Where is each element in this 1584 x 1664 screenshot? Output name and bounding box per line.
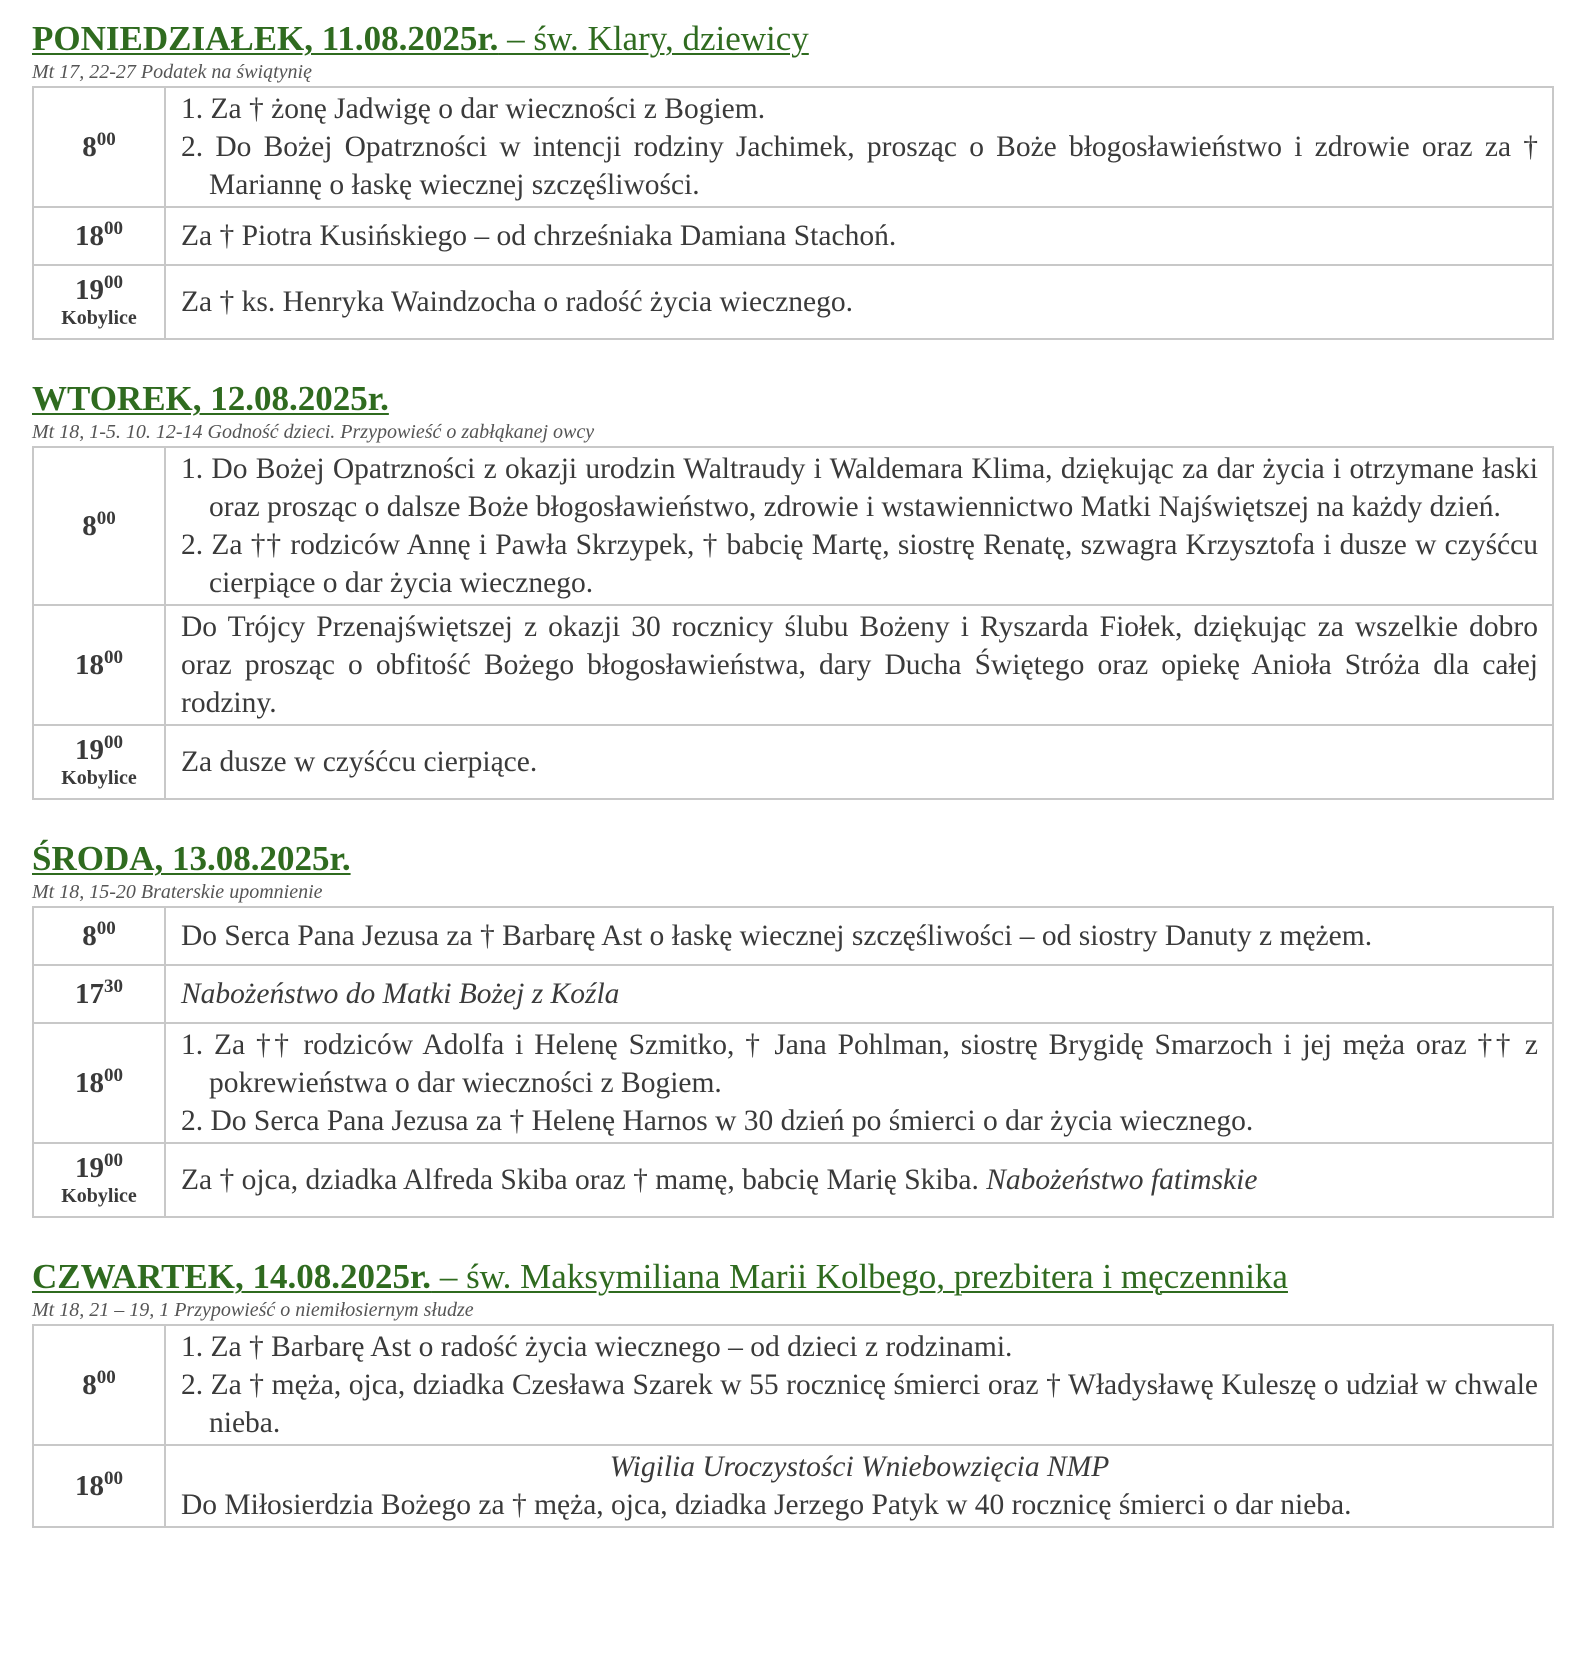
- gospel-reading: Mt 18, 1-5. 10. 12-14 Godność dzieci. Przypowieść o zabłąkanej owcy: [32, 421, 595, 443]
- time-minutes: 00: [96, 508, 116, 529]
- mass-row: [33, 87, 1553, 207]
- mass-table: [32, 446, 1554, 800]
- day-title: [32, 838, 1552, 880]
- time-minutes: 00: [96, 918, 116, 939]
- intention-item: 2. Do Bożej Opatrzności w intencji rodziny Jachimek, prosząc o Boże błogosławieństwo i zdrowie oraz za † Mariannę o łaskę wiecznej szczęśliwości.: [181, 131, 1538, 201]
- mass-intentions: [165, 447, 1553, 605]
- mass-place: Kobylice: [61, 767, 137, 789]
- mass-row: [33, 1325, 1553, 1445]
- day-section: [32, 1256, 1552, 1528]
- time-minutes: 00: [104, 1065, 123, 1086]
- mass-intentions: [165, 1445, 1553, 1527]
- devotion-note: Nabożeństwo do Matki Bożej z Koźla: [165, 965, 1553, 1023]
- mass-table: [32, 86, 1554, 340]
- mass-table: [32, 1324, 1554, 1528]
- time-hour: 8: [82, 920, 97, 952]
- intention-item: 2. Do Serca Pana Jezusa za † Helenę Harnos w 30 dzień po śmierci o dar życia wiecznego.: [181, 1105, 1254, 1137]
- time-hour: 8: [82, 510, 97, 542]
- time-hour: 19: [75, 1152, 104, 1184]
- time-minutes: 00: [104, 732, 123, 753]
- mass-row: [33, 1445, 1553, 1527]
- day-saint: – św. Maksymiliana Marii Kolbego, prezbitera i męczennika: [431, 1257, 1288, 1296]
- mass-time: [33, 1023, 165, 1143]
- day-date: ŚRODA, 13.08.2025r.: [32, 839, 351, 878]
- mass-intentions: [165, 1325, 1553, 1445]
- day-date: CZWARTEK, 14.08.2025r.: [32, 1257, 432, 1296]
- time-hour: 18: [75, 1067, 104, 1099]
- time-hour: 8: [82, 1369, 97, 1401]
- mass-time: [33, 207, 165, 265]
- mass-time: [33, 907, 165, 965]
- day-title: [32, 1256, 1552, 1298]
- day-date: WTOREK, 12.08.2025r.: [32, 379, 389, 418]
- time-hour: 18: [75, 649, 104, 681]
- time-minutes: 00: [104, 647, 123, 668]
- mass-time: [33, 1325, 165, 1445]
- mass-row: [33, 1023, 1553, 1143]
- time-minutes: 00: [104, 1468, 123, 1489]
- time-hour: 19: [75, 274, 104, 306]
- day-section: [32, 838, 1552, 1218]
- time-minutes: 00: [96, 129, 116, 150]
- mass-place: Kobylice: [61, 307, 137, 329]
- day-saint: – św. Klary, dziewicy: [498, 19, 809, 58]
- mass-row: [33, 605, 1553, 725]
- mass-intention: Do Serca Pana Jezusa za † Barbarę Ast o łaskę wiecznej szczęśliwości – od siostry Danuty z mężem.: [165, 907, 1553, 965]
- intention-item: 1. Za †† rodziców Adolfa i Helenę Szmitko, † Jana Pohlman, siostrę Brygidę Smarzoch i jej męża oraz †† z pokrewieństwa o dar wieczności z Bogiem.: [181, 1029, 1538, 1099]
- mass-intention: Za dusze w czyśćcu cierpiące.: [165, 725, 1553, 799]
- intention-item: Do Miłosierdzia Bożego za † męża, ojca, dziadka Jerzego Patyk w 40 rocznicę śmierci o dar nieba.: [181, 1489, 1352, 1521]
- time-minutes: 30: [104, 976, 123, 997]
- mass-time: [33, 605, 165, 725]
- mass-time: [33, 1143, 165, 1217]
- mass-intentions: [165, 87, 1553, 207]
- time-minutes: 00: [104, 1150, 123, 1171]
- mass-intention: Za † ks. Henryka Waindzocha o radość życia wiecznego.: [165, 265, 1553, 339]
- intention-item: 1. Za † żonę Jadwigę o dar wieczności z Bogiem.: [181, 93, 766, 125]
- mass-row: [33, 1143, 1553, 1217]
- mass-row: [33, 447, 1553, 605]
- feast-heading: Wigilia Uroczystości Wniebowzięcia NMP: [609, 1451, 1110, 1483]
- day-section: [32, 378, 1552, 800]
- mass-time: [33, 265, 165, 339]
- intention-text: Za † ojca, dziadka Alfreda Skiba oraz † mamę, babcię Marię Skiba.: [181, 1164, 987, 1196]
- gospel-reading: Mt 18, 21 – 19, 1 Przypowieść o niemiłosiernym słudze: [32, 1299, 474, 1321]
- mass-time: [33, 725, 165, 799]
- intention-item: 2. Za † męża, ojca, dziadka Czesława Szarek w 55 rocznicę śmierci oraz † Władysławę Kuleszę o udział w chwale nieba.: [181, 1369, 1538, 1439]
- day-title: [32, 378, 1552, 420]
- day-title: [32, 18, 1552, 60]
- mass-row: [33, 907, 1553, 965]
- mass-time: [33, 965, 165, 1023]
- gospel-reading: Mt 17, 22-27 Podatek na świątynię: [32, 61, 312, 83]
- intention-item: 2. Za †† rodziców Annę i Pawła Skrzypek, † babcię Martę, siostrę Renatę, szwagra Krzysztofa i dusze w czyśćcu cierpiące o dar życia wiecznego.: [181, 529, 1538, 599]
- devotion-note: Nabożeństwo fatimskie: [986, 1164, 1258, 1196]
- time-minutes: 00: [96, 1367, 116, 1388]
- gospel-reading: Mt 18, 15-20 Braterskie upomnienie: [32, 881, 323, 903]
- day-date: PONIEDZIAŁEK, 11.08.2025r.: [32, 19, 499, 58]
- time-hour: 8: [82, 131, 97, 163]
- time-hour: 19: [75, 734, 104, 766]
- mass-time: [33, 1445, 165, 1527]
- mass-row: [33, 965, 1553, 1023]
- mass-row: [33, 265, 1553, 339]
- mass-table: [32, 906, 1554, 1218]
- mass-place: Kobylice: [61, 1185, 137, 1207]
- time-minutes: 00: [104, 218, 123, 239]
- mass-row: [33, 725, 1553, 799]
- mass-intention: Do Trójcy Przenajświętszej z okazji 30 rocznicy ślubu Bożeny i Ryszarda Fiołek, dziękując za wszelkie dobro oraz prosząc o obfitość Bożego błogosławieństwa, dary Ducha Świętego oraz opiekę Anioła Stróża dla całej rodziny.: [165, 605, 1553, 725]
- mass-intention: Za † Piotra Kusińskiego – od chrześniaka Damiana Stachoń.: [165, 207, 1553, 265]
- time-minutes: 00: [104, 272, 123, 293]
- mass-intention: [165, 1143, 1553, 1217]
- mass-intentions: [165, 1023, 1553, 1143]
- mass-row: [33, 207, 1553, 265]
- mass-time: [33, 87, 165, 207]
- intention-item: 1. Do Bożej Opatrzności z okazji urodzin Waltraudy i Waldemara Klima, dziękując za dar życia i otrzymane łaski oraz prosząc o dalsze Boże błogosławieństwo, zdrowie i wstawiennictwo Matki Najświętszej na każdy dzień.: [181, 453, 1538, 523]
- time-hour: 17: [75, 978, 104, 1010]
- time-hour: 18: [75, 1470, 104, 1502]
- time-hour: 18: [75, 220, 104, 252]
- mass-time: [33, 447, 165, 605]
- day-section: [32, 18, 1552, 340]
- intention-item: 1. Za † Barbarę Ast o radość życia wiecznego – od dzieci z rodzinami.: [181, 1331, 1013, 1363]
